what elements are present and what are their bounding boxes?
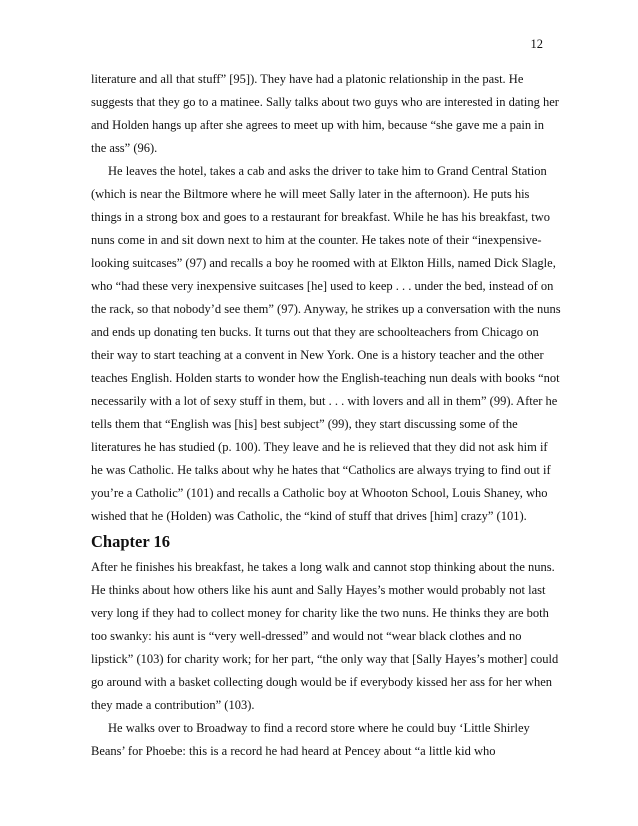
document-body <box>91 68 561 763</box>
chapter-heading: Chapter 16 <box>91 532 170 551</box>
paragraph: After he finishes his breakfast, he takes a long walk and cannot stop thinking about the nuns. He thinks about how others like his aunt and Sally Hayes’s mother would probably not last very long if they had to collect money for charity like the two nuns. He thinks they are both too swanky: his aunt is “very well-dressed” and would not “wear black clothes and no lipstick” (103) for charity work; for her part, “the only way that [Sally Hayes’s mother] could go around with a basket collecting dough would be if everybody kissed her ass for her when they made a contribution” (103). <box>91 560 559 712</box>
paragraph: He walks over to Broadway to find a record store where he could buy ‘Little Shirley Beans’ for Phoebe: this is a record he had heard at Pencey about “a little kid who <box>91 721 530 758</box>
paragraph: He leaves the hotel, takes a cab and asks the driver to take him to Grand Central Station (which is near the Biltmore where he will meet Sally later in the afternoon). He puts his things in a strong box and goes to a restaurant for breakfast. While he has his breakfast, two nuns come in and sit down next to him at the counter. He takes note of their “inexpensive-looking suitcases” (97) and recalls a boy he roomed with at Elkton Hills, named Dick Slagle, who “had these very inexpensive suitcases [he] used to keep . . . under the bed, instead of on the rack, so that nobody’d see them” (97). Anyway, he strikes up a conversation with the nuns and ends up donating ten bucks. It turns out that they are schoolteachers from Chicago on their way to start teaching at a convent in New York. One is a history teacher and the other teaches English. Holden starts to wonder how the English-teaching nun deals with books “not necessarily with a lot of sexy stuff in them, but . . . with lovers and all in them” (99). After he tells them that “English was [his] best subject” (99), they start discussing some of the literatures he has studied (p. 100). They leave and he is relieved that they did not ask him if he was Catholic. He talks about why he hates that “Catholics are always trying to find out if you’re a Catholic” (101) and recalls a Catholic boy at Whooton School, Louis Shaney, who wished that he (Holden) was Catholic, the “kind of stuff that drives [him] crazy” (101). <box>91 164 561 523</box>
page-number: 12 <box>530 37 543 51</box>
paragraph-continued: literature and all that stuff” [95]). They have had a platonic relationship in the past. He suggests that they go to a matinee. Sally talks about two guys who are interested in dating her and Holden hangs up after she agrees to meet up with him, because “she gave me a pain in the ass” (96). <box>91 72 559 155</box>
